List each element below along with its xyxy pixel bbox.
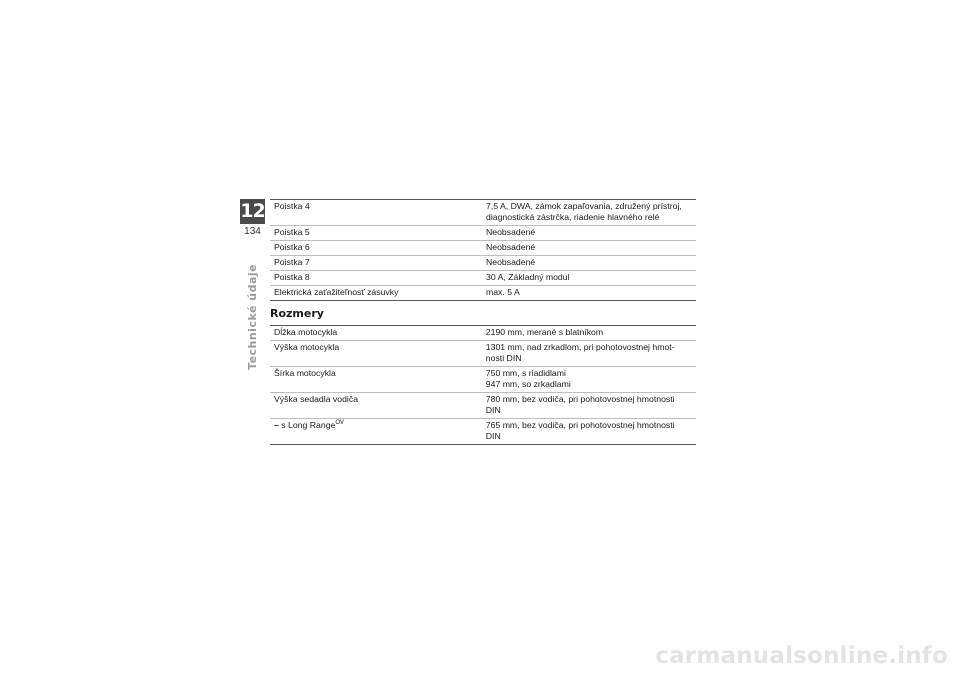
row-value-cell (482, 393, 696, 419)
row-value-line: diagnostická zástrčka, riadenie hlavného relé (485, 212, 660, 222)
page-number: 134 (244, 226, 261, 237)
row-label-cell (270, 367, 482, 393)
table-row (270, 286, 696, 301)
row-label-cell (270, 226, 482, 241)
row-label-cell (270, 286, 482, 301)
row-value-cell (482, 226, 696, 241)
row-label: Elektrická zaťažiteľnosť zásuvky (274, 287, 399, 297)
row-value-cell (482, 200, 696, 226)
row-value-line: 947 mm, so zrkadlami (485, 379, 571, 389)
row-value-line: DIN (485, 405, 501, 415)
row-label: Výška motocykla (274, 342, 340, 352)
section-heading-dimensions: Rozmery (270, 307, 324, 320)
row-value-line: max. 5 A (485, 287, 520, 297)
fuses-table (270, 199, 696, 301)
row-label-cell (270, 326, 482, 341)
row-value-cell (482, 367, 696, 393)
row-label-cell (270, 271, 482, 286)
row-value-line: DIN (485, 431, 501, 441)
table-row (270, 256, 696, 271)
row-value-cell (482, 341, 696, 367)
row-label: Výška sedadla vodiča (274, 394, 359, 404)
table-row (270, 241, 696, 256)
row-label: s Long Range (281, 420, 336, 430)
row-label: Poistka 6 (274, 242, 310, 252)
row-value-cell (482, 241, 696, 256)
row-value-line: Neobsadené (485, 242, 536, 252)
row-value-line: 765 mm, bez vodiča, pri pohotovostnej hmotnosti (485, 420, 675, 430)
row-label: Dĺžka motocykla (274, 327, 338, 337)
dimensions-table (270, 325, 696, 445)
table-row (270, 393, 696, 419)
row-value-cell (482, 256, 696, 271)
row-value-cell (482, 326, 696, 341)
row-label-cell (270, 256, 482, 271)
row-label: Poistka 7 (274, 257, 310, 267)
row-value-line: nosti DIN (485, 353, 522, 363)
row-label: Poistka 4 (274, 201, 310, 211)
row-label-cell (270, 200, 482, 226)
chapter-title-vertical: Technické údaje (246, 263, 259, 370)
row-value-line: Neobsadené (485, 257, 536, 267)
row-value-line: 780 mm, bez vodiča, pri pohotovostnej hmotnosti (485, 394, 675, 404)
row-label-superscript: OV (335, 420, 345, 427)
row-value-cell (482, 419, 696, 445)
table-row (270, 341, 696, 367)
table-row (270, 326, 696, 341)
table-row (270, 419, 696, 445)
row-label: Poistka 8 (274, 272, 310, 282)
row-value-line: Neobsadené (485, 227, 536, 237)
table-row (270, 271, 696, 286)
table-row (270, 226, 696, 241)
row-label-cell (270, 419, 482, 445)
row-value-line: 1301 mm, nad zrkadlom, pri pohotovostnej hmot- (485, 342, 675, 352)
row-label-cell (270, 393, 482, 419)
chapter-number-badge: 12 (240, 200, 265, 222)
table-row (270, 367, 696, 393)
row-value-line: 30 A, Základný modul (485, 272, 570, 282)
row-value-cell (482, 271, 696, 286)
row-value-line: 2190 mm, merané s blatníkom (485, 327, 604, 337)
row-label-prefix: – (274, 420, 279, 430)
row-label: Šírka motocykla (274, 368, 336, 378)
table-row (270, 200, 696, 226)
watermark-text: carmanualsonline.info (655, 643, 948, 669)
row-label-cell (270, 341, 482, 367)
row-value-line: 750 mm, s riadidlami (485, 368, 566, 378)
row-value-line: 7,5 A, DWA, zámok zapaľovania, združený prístroj, (485, 201, 682, 211)
row-value-cell (482, 286, 696, 301)
row-label-cell (270, 241, 482, 256)
row-label: Poistka 5 (274, 227, 310, 237)
